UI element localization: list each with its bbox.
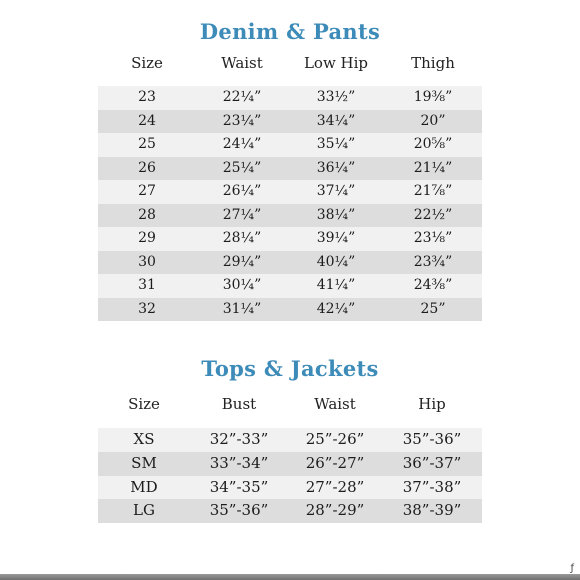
- denim-table-header: [98, 54, 482, 72]
- tops-table-cell: MD: [130, 477, 158, 496]
- denim-table-cell: 33½”: [316, 89, 356, 105]
- denim-table-cell: 39¼”: [316, 230, 356, 246]
- tops-header-size: Size: [128, 395, 160, 413]
- denim-header-thigh: Thigh: [411, 54, 455, 72]
- denim-table-cell: 29: [138, 230, 156, 246]
- tops-table-cell: LG: [133, 501, 155, 520]
- denim-pants-title: Denim & Pants: [199, 19, 381, 44]
- denim-header-waist: Waist: [221, 54, 263, 72]
- bottom-scroll-bar: [0, 574, 580, 580]
- denim-table-cell: 24: [138, 112, 156, 129]
- denim-table-cell: 29¼”: [222, 253, 262, 270]
- denim-table-cell: 24⅜”: [413, 277, 453, 293]
- denim-table-cell: 42¼”: [316, 300, 356, 317]
- denim-table-cell: 34¼”: [316, 112, 356, 129]
- denim-table-row: [98, 251, 482, 275]
- denim-table-row: [98, 133, 482, 157]
- denim-table-row: [98, 180, 482, 204]
- denim-table-cell: 32: [138, 300, 156, 317]
- denim-table-row: [98, 110, 482, 134]
- denim-table-cell: 30: [138, 253, 156, 270]
- denim-table-cell: 25”: [420, 300, 446, 317]
- denim-table-cell: 35¼”: [316, 136, 356, 152]
- denim-table-cell: 22½”: [413, 206, 453, 223]
- denim-table-cell: 28¼”: [222, 230, 262, 246]
- denim-table-row: [98, 157, 482, 181]
- denim-header-size: Size: [131, 54, 163, 72]
- denim-table-cell: 27: [138, 183, 156, 199]
- denim-size-table: [98, 86, 482, 321]
- tops-table-cell: SM: [131, 453, 157, 472]
- tops-table-cell: 35”-36”: [209, 501, 269, 520]
- tops-table-cell: 33”-34”: [209, 453, 269, 472]
- denim-table-cell: 36¼”: [316, 159, 356, 176]
- denim-table-cell: 21¼”: [413, 159, 453, 176]
- denim-table-cell: 25¼”: [222, 159, 262, 176]
- tops-table-cell: 25”-26”: [305, 430, 365, 448]
- denim-table-row: [98, 274, 482, 298]
- denim-table-cell: 21⅞”: [413, 183, 453, 199]
- denim-header-low-hip: Low Hip: [303, 54, 369, 72]
- tops-table-cell: 27”-28”: [305, 477, 365, 496]
- denim-table-cell: 30¼”: [222, 277, 262, 293]
- denim-table-cell: 26¼”: [222, 183, 262, 199]
- denim-table-cell: 40¼”: [316, 253, 356, 270]
- denim-table-cell: 38¼”: [316, 206, 356, 223]
- tops-table-cell: 26”-27”: [305, 453, 365, 472]
- denim-table-cell: 20”: [420, 112, 446, 129]
- tops-table-cell: 28”-29”: [305, 501, 365, 520]
- denim-table-cell: 23¼”: [222, 112, 262, 129]
- denim-table-cell: 31: [138, 277, 156, 293]
- tops-header-hip: Hip: [418, 395, 446, 413]
- tops-size-table: [98, 428, 482, 523]
- tops-header-bust: Bust: [221, 395, 257, 413]
- tops-table-cell: 36”-37”: [402, 453, 462, 472]
- denim-table-cell: 41¼”: [316, 277, 356, 293]
- denim-table-cell: 19⅜”: [413, 89, 453, 105]
- tops-table-row: [98, 499, 482, 523]
- denim-table-cell: 22¼”: [222, 89, 262, 105]
- denim-table-cell: 23: [138, 89, 156, 105]
- denim-table-row: [98, 227, 482, 251]
- tops-table-row: [98, 452, 482, 476]
- denim-table-cell: 26: [138, 159, 156, 176]
- tops-header-waist: Waist: [314, 395, 356, 413]
- tops-table-cell: 32”-33”: [209, 430, 269, 448]
- tops-table-row: [98, 428, 482, 452]
- denim-table-cell: 20⅝”: [413, 136, 453, 152]
- denim-table-cell: 28: [138, 206, 156, 223]
- tops-table-cell: 37”-38”: [402, 477, 462, 496]
- tops-table-cell: 34”-35”: [209, 477, 269, 496]
- tops-table-row: [98, 476, 482, 500]
- denim-table-cell: 37¼”: [316, 183, 356, 199]
- denim-table-cell: 23⅛”: [413, 230, 453, 246]
- tops-table-cell: XS: [133, 430, 155, 448]
- tops-jackets-title: Tops & Jackets: [201, 356, 379, 381]
- denim-table-cell: 31¼”: [222, 300, 262, 317]
- tops-table-cell: 35”-36”: [402, 430, 462, 448]
- denim-table-cell: 25: [138, 136, 156, 152]
- denim-table-cell: 27¼”: [222, 206, 262, 223]
- denim-table-cell: 23¾”: [413, 253, 453, 270]
- denim-table-cell: 24¼”: [222, 136, 262, 152]
- tops-table-cell: 38”-39”: [402, 501, 462, 520]
- tops-table-header: [98, 395, 482, 413]
- denim-table-row: [98, 86, 482, 110]
- denim-table-row: [98, 298, 482, 322]
- denim-table-row: [98, 204, 482, 228]
- corner-mark-icon: ƒ: [570, 563, 574, 574]
